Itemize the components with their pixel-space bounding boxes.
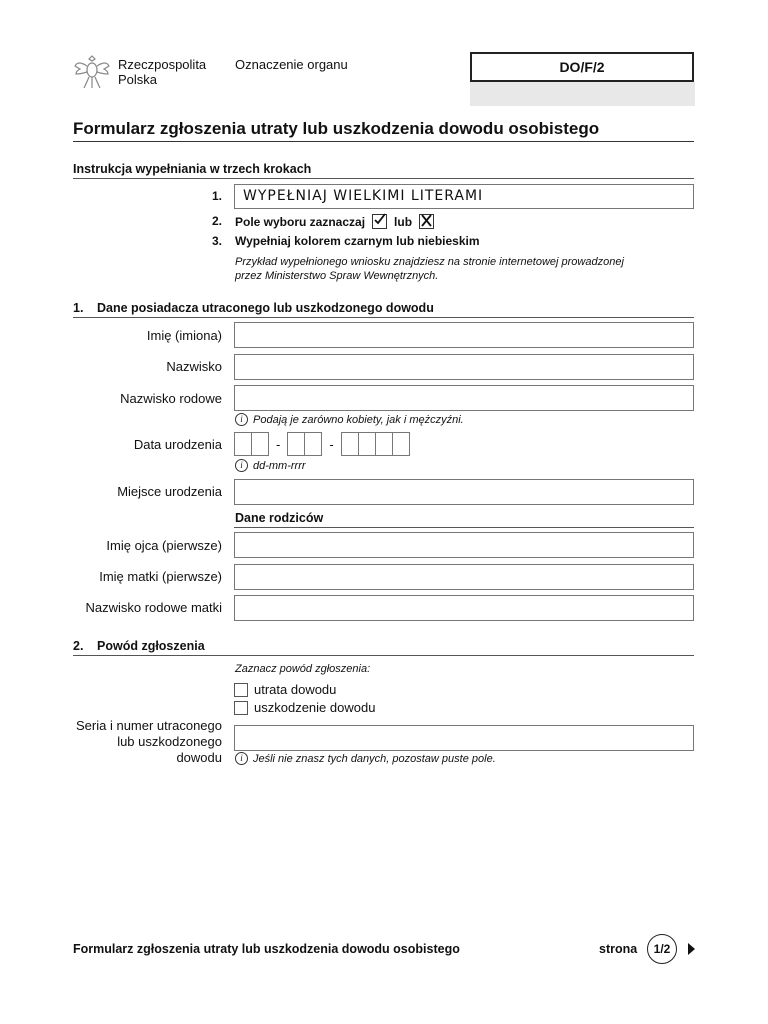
checkmark-icon (372, 214, 387, 229)
example-note-line2: przez Ministerstwo Spraw Wewnętrznych. (235, 270, 439, 282)
birth-month-digit-2[interactable] (304, 432, 322, 456)
page-word: strona (599, 942, 638, 956)
surname-label: Nazwisko (166, 359, 222, 374)
mother-name-label: Imię matki (pierwsze) (99, 569, 222, 584)
section-2-divider (73, 655, 694, 656)
step-1-number: 1. (211, 189, 222, 203)
father-name-label: Imię ojca (pierwsze) (106, 538, 222, 553)
birth-date-input[interactable] (234, 432, 410, 456)
birth-month-digit-1[interactable] (287, 432, 305, 456)
family-name-input[interactable] (234, 385, 694, 411)
mother-maiden-name-label: Nazwisko rodowe matki (85, 600, 222, 615)
reason-prompt: Zaznacz powód zgłoszenia: (235, 663, 371, 675)
first-name-label: Imię (imiona) (146, 328, 222, 343)
id-number-label-line2: lub uszkodzonego (117, 734, 222, 749)
example-note (235, 255, 624, 283)
mother-maiden-name-input[interactable] (234, 595, 694, 621)
birth-year-digit-4[interactable] (392, 432, 410, 456)
first-name-input[interactable] (234, 322, 694, 348)
date-separator: - (329, 436, 334, 452)
info-icon: i (235, 413, 248, 426)
id-number-label (72, 718, 222, 766)
birth-year-digit-1[interactable] (341, 432, 359, 456)
step-3-number: 3. (211, 234, 222, 248)
step-2-row (235, 214, 434, 229)
cross-mark-icon (419, 214, 434, 229)
birth-day-digit-1[interactable] (234, 432, 252, 456)
id-number-input[interactable] (234, 725, 694, 751)
form-code-box: DO/F/2 (470, 52, 694, 82)
footer-title: Formularz zgłoszenia utraty lub uszkodzenia dowodu osobistego (73, 942, 460, 956)
section-2-title: Powód zgłoszenia (97, 639, 205, 653)
birth-date-format-text: dd-mm-rrrr (253, 459, 306, 472)
page-number: 1/2 (647, 934, 677, 964)
id-number-label-line3: dowodu (176, 750, 222, 765)
section-1-number: 1. (73, 301, 84, 315)
birth-date-label: Data urodzenia (133, 437, 222, 452)
step-1-example-box: WYPEŁNIAJ WIELKIMI LITERAMI (234, 184, 694, 209)
step-2-or: lub (394, 214, 413, 229)
parents-heading: Dane rodziców (235, 511, 324, 525)
parents-divider (234, 527, 694, 528)
title-divider (73, 141, 694, 142)
step-2-number: 2. (211, 214, 222, 228)
authority-designation-label: Oznaczenie organu (235, 57, 348, 72)
id-number-hint-text: Jeśli nie znasz tych danych, pozostaw puste pole. (253, 752, 496, 765)
section-1-title: Dane posiadacza utraconego lub uszkodzonego dowodu (97, 301, 434, 315)
mother-name-input[interactable] (234, 564, 694, 590)
step-2-text: Pole wyboru zaznaczaj (235, 214, 366, 229)
birth-place-label: Miejsce urodzenia (117, 484, 222, 499)
family-name-hint-text: Podają je zarówno kobiety, jak i mężczyźni. (253, 413, 464, 426)
info-icon: i (235, 752, 248, 765)
section-2-number: 2. (73, 639, 84, 653)
section-1-divider (73, 317, 694, 318)
reason-lost-checkbox[interactable] (234, 683, 248, 697)
org-name-line1: Rzeczpospolita (118, 57, 207, 72)
father-name-input[interactable] (234, 532, 694, 558)
surname-input[interactable] (234, 354, 694, 380)
birth-year-digit-2[interactable] (358, 432, 376, 456)
instructions-heading: Instrukcja wypełniania w trzech krokach (73, 162, 312, 176)
family-name-hint (235, 413, 464, 426)
birth-place-input[interactable] (234, 479, 694, 505)
reason-lost-option[interactable] (234, 682, 336, 697)
next-page-arrow-icon[interactable] (688, 943, 695, 955)
birth-day-digit-2[interactable] (251, 432, 269, 456)
document-title: Formularz zgłoszenia utraty lub uszkodzenia dowodu osobistego (73, 119, 600, 138)
step-3-text: Wypełniaj kolorem czarnym lub niebieskim (235, 234, 480, 248)
reason-lost-label: utrata dowodu (254, 682, 337, 697)
date-separator: - (276, 436, 281, 452)
org-name-line2: Polska (118, 72, 158, 87)
id-number-hint (235, 752, 496, 765)
reason-damaged-checkbox[interactable] (234, 701, 248, 715)
birth-year-digit-3[interactable] (375, 432, 393, 456)
instructions-divider (73, 178, 694, 179)
example-note-line1: Przykład wypełnionego wniosku znajdziesz na stronie internetowej prowadzonej (235, 256, 624, 268)
reason-damaged-label: uszkodzenie dowodu (254, 700, 376, 715)
birth-date-hint (235, 459, 306, 472)
authority-designation-field[interactable] (470, 82, 695, 106)
reason-damaged-option[interactable] (234, 700, 375, 715)
organization-name (118, 57, 206, 87)
info-icon: i (235, 459, 248, 472)
family-name-label: Nazwisko rodowe (120, 391, 222, 406)
polish-eagle-emblem-icon (72, 52, 112, 92)
id-number-label-line1: Seria i numer utraconego (76, 718, 222, 733)
